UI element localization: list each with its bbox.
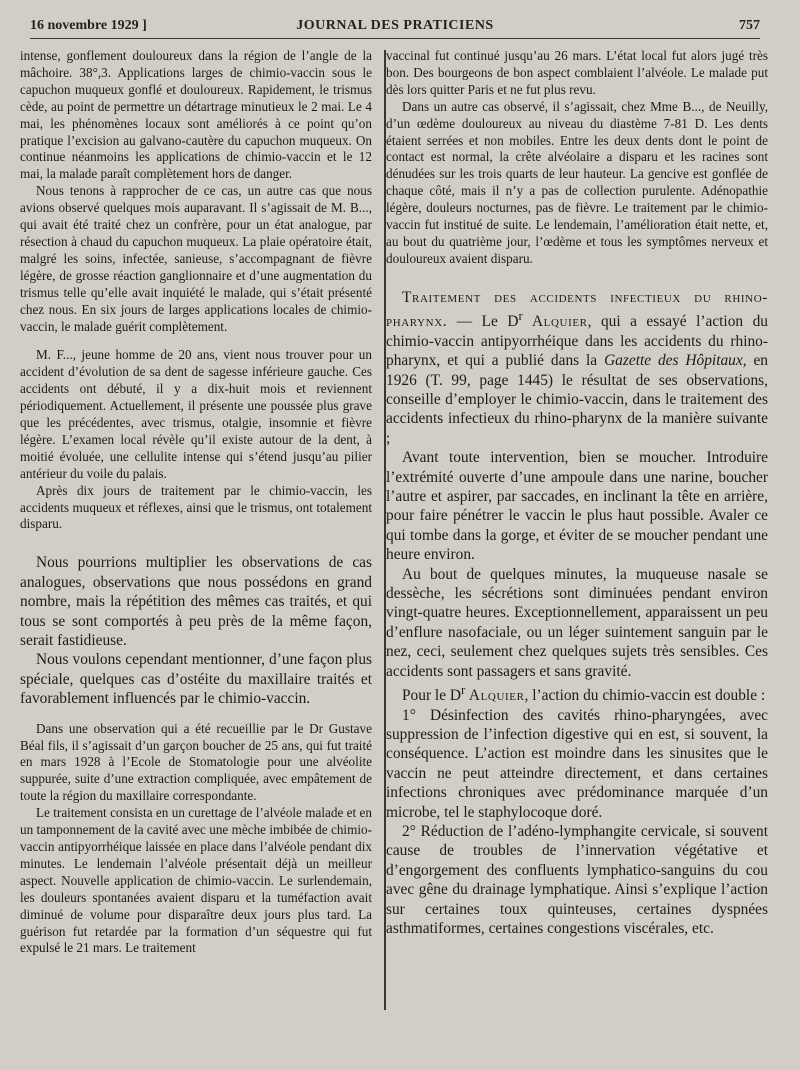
right-column <box>386 48 768 938</box>
section-paragraph <box>386 288 768 448</box>
issue-date: 16 novembre 1929 ] <box>30 18 147 33</box>
page-number: 757 <box>739 18 760 33</box>
paragraph: intense, gonflement douloureux dans la région de l’angle de la mâchoire. 38°,3. Applications larges de chimio-vaccin sous le capuchon muqueux gonflé et douloureux. Rapidement, le trismus cède, au point de permettre un détartrage minutieux le 2 mai. Le 4 mai, les phénomènes locaux sont améliorés à ce point qu’on pratique l’excision au galvano-cautère du capuchon muqueux. On continue néanmoins les applications de chimio-vaccin et le 12 mai, la malade paraît complètement hors de danger. <box>20 48 372 182</box>
author-name: Alquier <box>465 687 525 705</box>
paragraph: Nous voulons cependant mentionner, d’une façon plus spéciale, quelques cas d’ostéite du maxillaire traités et favorablement influencés par le chimio-vaccin. <box>20 651 372 708</box>
left-column <box>20 48 372 957</box>
paragraph: Nous tenons à rapprocher de ce cas, un autre cas que nous avions observé quelques mois auparavant. Il s’agissait de M. B..., qui avait été traité chez un confrère, pour un état analogue, par résection à chaud du capuchon muqueux. La plaie opératoire était, malgré les soins, infectée, sanieuse, s’accompagnant de fièvre légère, de grosse réaction ganglionnaire et d’une augmentation du trismus telle qu’elle avait inquiété le malade, qui s’était présenté chez nous. En six jours de larges applications locales de chimio-vaccin, le malade guérit complètement. <box>20 183 372 334</box>
paragraph: 1° Désinfection des cavités rhino-pharyngées, avec suppression de l’infection digestive qui en est, si souvent, la conséquence. L’action est moindre dans les sinusites que le vaccin ne peut atteindre directement, et dans certaines infections chroniques avec prédominance marquée d’un microbe, tel le staphylocoque doré. <box>386 706 768 821</box>
paragraph: Nous pourrions multiplier les observations de cas analogues, observations que nous possédons en grand nombre, mais la répétition des mêmes cas traités, et qui tous se sont comportés à peu près de la même façon, serait fastidieuse. <box>20 554 372 649</box>
paragraph <box>386 681 768 706</box>
paragraph: 2° Réduction de l’adéno-lymphangite cervicale, si souvent cause de troubles de l’innervation végétative et d’engorgement des confluents lymphatico-sanguins du cou avec gêne du drainage lymphatique. Ainsi s’explique l’action sur certaines toux quinteuses, certaines dyspnées asthmatiformes, certaines congestions viscérales, etc. <box>386 823 768 938</box>
text-run: Pour le D <box>402 687 461 705</box>
text-run: r <box>518 309 523 324</box>
text-run: , qui a essayé l’action du chimio-vaccin antipyorrhéique dans les accidents du rhino-pharynx, et qui a publié dans la <box>386 313 768 370</box>
paragraph: Après dix jours de traitement par le chimio-vaccin, les accidents muqueux et réflexes, ainsi que le trismus, ont totalement disparu. <box>20 482 372 532</box>
paragraph: Au bout de quelques minutes, la muqueuse nasale se dessèche, les sécrétions sont diminuées pendant environ vingt-quatre heures. Exceptionnellement, apparaissent un peu d’enflure nasofaciale, ou un léger suintement sanguin par le nez, ceci, seulement chez quelques sujets très sensibles. Ces accidents sont passagers et sans gravité. <box>386 565 768 680</box>
text-run: , en 1926 (T. 99, page 1445) le résultat de ses observations, conseille d’employer le chimio-vaccin, dans le traitement des accidents infectieux du rhino-pharynx de la manière suivante ; <box>386 352 768 447</box>
text-run: — Le D <box>447 313 519 331</box>
journal-title: JOURNAL DES PRATICIENS <box>296 18 494 33</box>
page-header <box>30 16 760 39</box>
paragraph: vaccinal fut continué jusqu’au 26 mars. L’état local fut alors jugé très bon. Des bourgeons de bon aspect comblaient l’alvéole. Le malade put dès lors quitter Paris et ne fut plus revu. <box>386 48 768 97</box>
text-run: r <box>461 683 466 698</box>
paragraph: Le traitement consista en un curettage de l’alvéole malade et en un tamponnement de la cavité avec une mèche imbibée de chimio-vaccin antipyorrhéique laissée en place dans l’alvéole pendant dix minutes. Le lendemain l’alvéole présentait déjà un meilleur aspect. Nouvelle application de chimio-vaccin. Le surlendemain, les douleurs spontanées avaient disparu et la tuméfaction avait diminué de volume pour disparaître deux jours plus tard. La guérison fut retardée par la formation d’un séquestre qui fut expulsé le 21 mars. Le traitement <box>20 805 372 956</box>
paragraph: Avant toute intervention, bien se moucher. Introduire l’extrémité ouverte d’une ampoule dans une narine, boucher l’autre et aspirer, par saccades, en inclinant la tête en arrière, pour faire pénétrer le vaccin le plus haut possible. Avaler ce qui tombe dans la gorge, et éviter de se moucher pendant une heure environ. <box>386 449 768 564</box>
paragraph: M. F..., jeune homme de 20 ans, vient nous trouver pour un accident d’évolution de sa dent de sagesse inférieure gauche. Ces accidents ont débuté, il y a dix-huit mois et reviennent périodiquement. Actuellement, il présente une poussée plus grave que les précédentes, avec trismus, otalgie, insomnie et fièvre légère. L’examen local révèle qu’il existe autour de la dent, à moitié évoluée, une cellulite intense qui s’étend jusqu’au pilier antérieur du voile du palais. <box>20 347 372 481</box>
author-name: Alquier <box>522 313 588 331</box>
text-run: , l’action du chimio-vaccin est double : <box>524 687 766 705</box>
paragraph: Dans une observation qui a été recueillie par le Dr Gustave Béal fils, il s’agissait d’un garçon boucher de 25 ans, qui fut traité en mars 1928 à l’Ecole de Stomatologie pour une alvéolite suppurée, suite d’une extraction compliquée, avec empâtement de toute la région du maxillaire correspondante. <box>20 720 372 804</box>
paragraph: Dans un autre cas observé, il s’agissait, chez Mme B..., de Neuilly, d’un œdème douloureux au niveau du diastème 7-81 D. Les dents étaient serrées et non mobiles. Entre les deux dents dont le point de contact est normal, la crête alvéolaire a disparu et les racines sont dénudées sur les trois quarts de leur hauteur. La gencive est gonflée de chaque côté, mais il n’y a pas de collection purulente. Adénopathie légère, douleurs nocturnes, pas de fièvre. Le traitement par le chimio-vaccin fut institué de suite. Le lendemain, l’amélioration était nette, et, au bout du quatrième jour, l’œdème et tous les symptômes nerveux et douloureux avaient disparu. <box>386 98 768 266</box>
journal-reference: Gazette des Hôpitaux <box>604 352 743 370</box>
section-heading: Traitement des accidents infectieux du rhino-pharynx. <box>386 288 768 331</box>
